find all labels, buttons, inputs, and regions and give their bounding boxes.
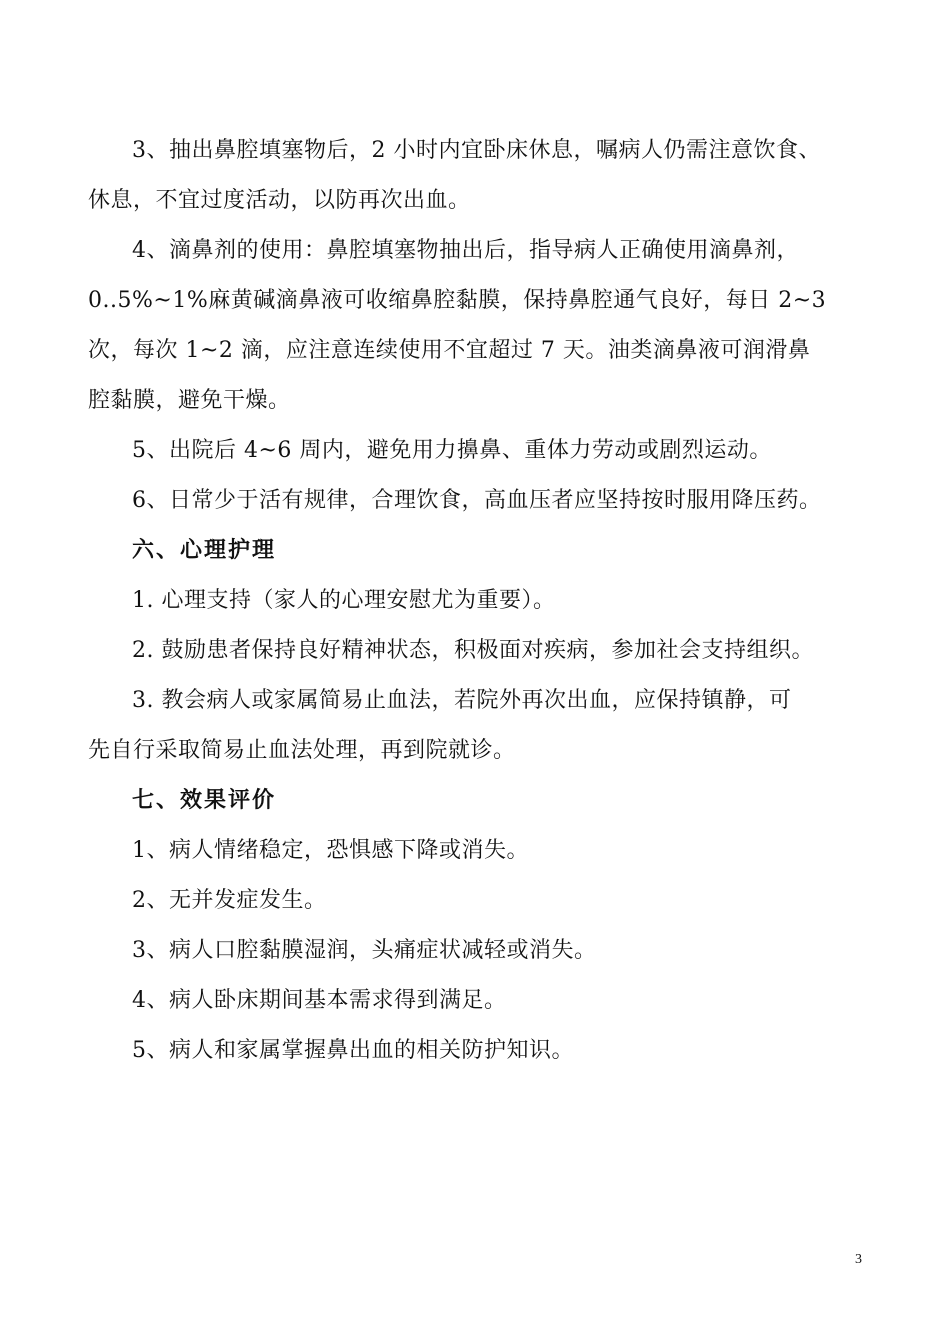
paragraph-line: 1、病人情绪稳定，恐惧感下降或消失。 bbox=[132, 838, 529, 863]
paragraph-line: 腔黏膜，避免干燥。 bbox=[88, 388, 291, 413]
paragraph-line: 5、病人和家属掌握鼻出血的相关防护知识。 bbox=[132, 1038, 574, 1063]
paragraph-line: 4、病人卧床期间基本需求得到满足。 bbox=[132, 988, 507, 1013]
paragraph-line: 5、出院后 4~6 周内，避免用力擤鼻、重体力劳动或剧烈运动。 bbox=[132, 438, 772, 463]
paragraph-line: 2. 鼓励患者保持良好精神状态，积极面对疾病，参加社会支持组织。 bbox=[132, 638, 814, 663]
paragraph-line: 3、病人口腔黏膜湿润，头痛症状减轻或消失。 bbox=[132, 938, 597, 963]
paragraph-line: 先自行采取简易止血法处理，再到院就诊。 bbox=[88, 738, 516, 763]
paragraph-line: 0..5%~1%麻黄碱滴鼻液可收缩鼻腔黏膜，保持鼻腔通气良好，每日 2~3 bbox=[88, 288, 827, 313]
paragraph-line: 3、抽出鼻腔填塞物后，2 小时内宜卧床休息，嘱病人仍需注意饮食、 bbox=[132, 138, 821, 163]
section-heading: 七、效果评价 bbox=[132, 788, 277, 813]
page-number: 3 bbox=[855, 1252, 862, 1267]
paragraph-line: 休息，不宜过度活动，以防再次出血。 bbox=[88, 188, 471, 213]
paragraph-line: 3. 教会病人或家属简易止血法，若院外再次出血，应保持镇静，可 bbox=[132, 688, 792, 713]
paragraph-line: 4、滴鼻剂的使用：鼻腔填塞物抽出后，指导病人正确使用滴鼻剂， bbox=[132, 238, 799, 263]
paragraph-line: 6、日常少于活有规律，合理饮食，高血压者应坚持按时服用降压药。 bbox=[132, 488, 822, 513]
paragraph-line: 次，每次 1~2 滴，应注意连续使用不宜超过 7 天。油类滴鼻液可润滑鼻 bbox=[88, 338, 811, 363]
section-heading: 六、心理护理 bbox=[132, 538, 277, 563]
paragraph-line: 2、无并发症发生。 bbox=[132, 888, 327, 913]
paragraph-line: 1. 心理支持（家人的心理安慰尤为重要）。 bbox=[132, 588, 556, 613]
